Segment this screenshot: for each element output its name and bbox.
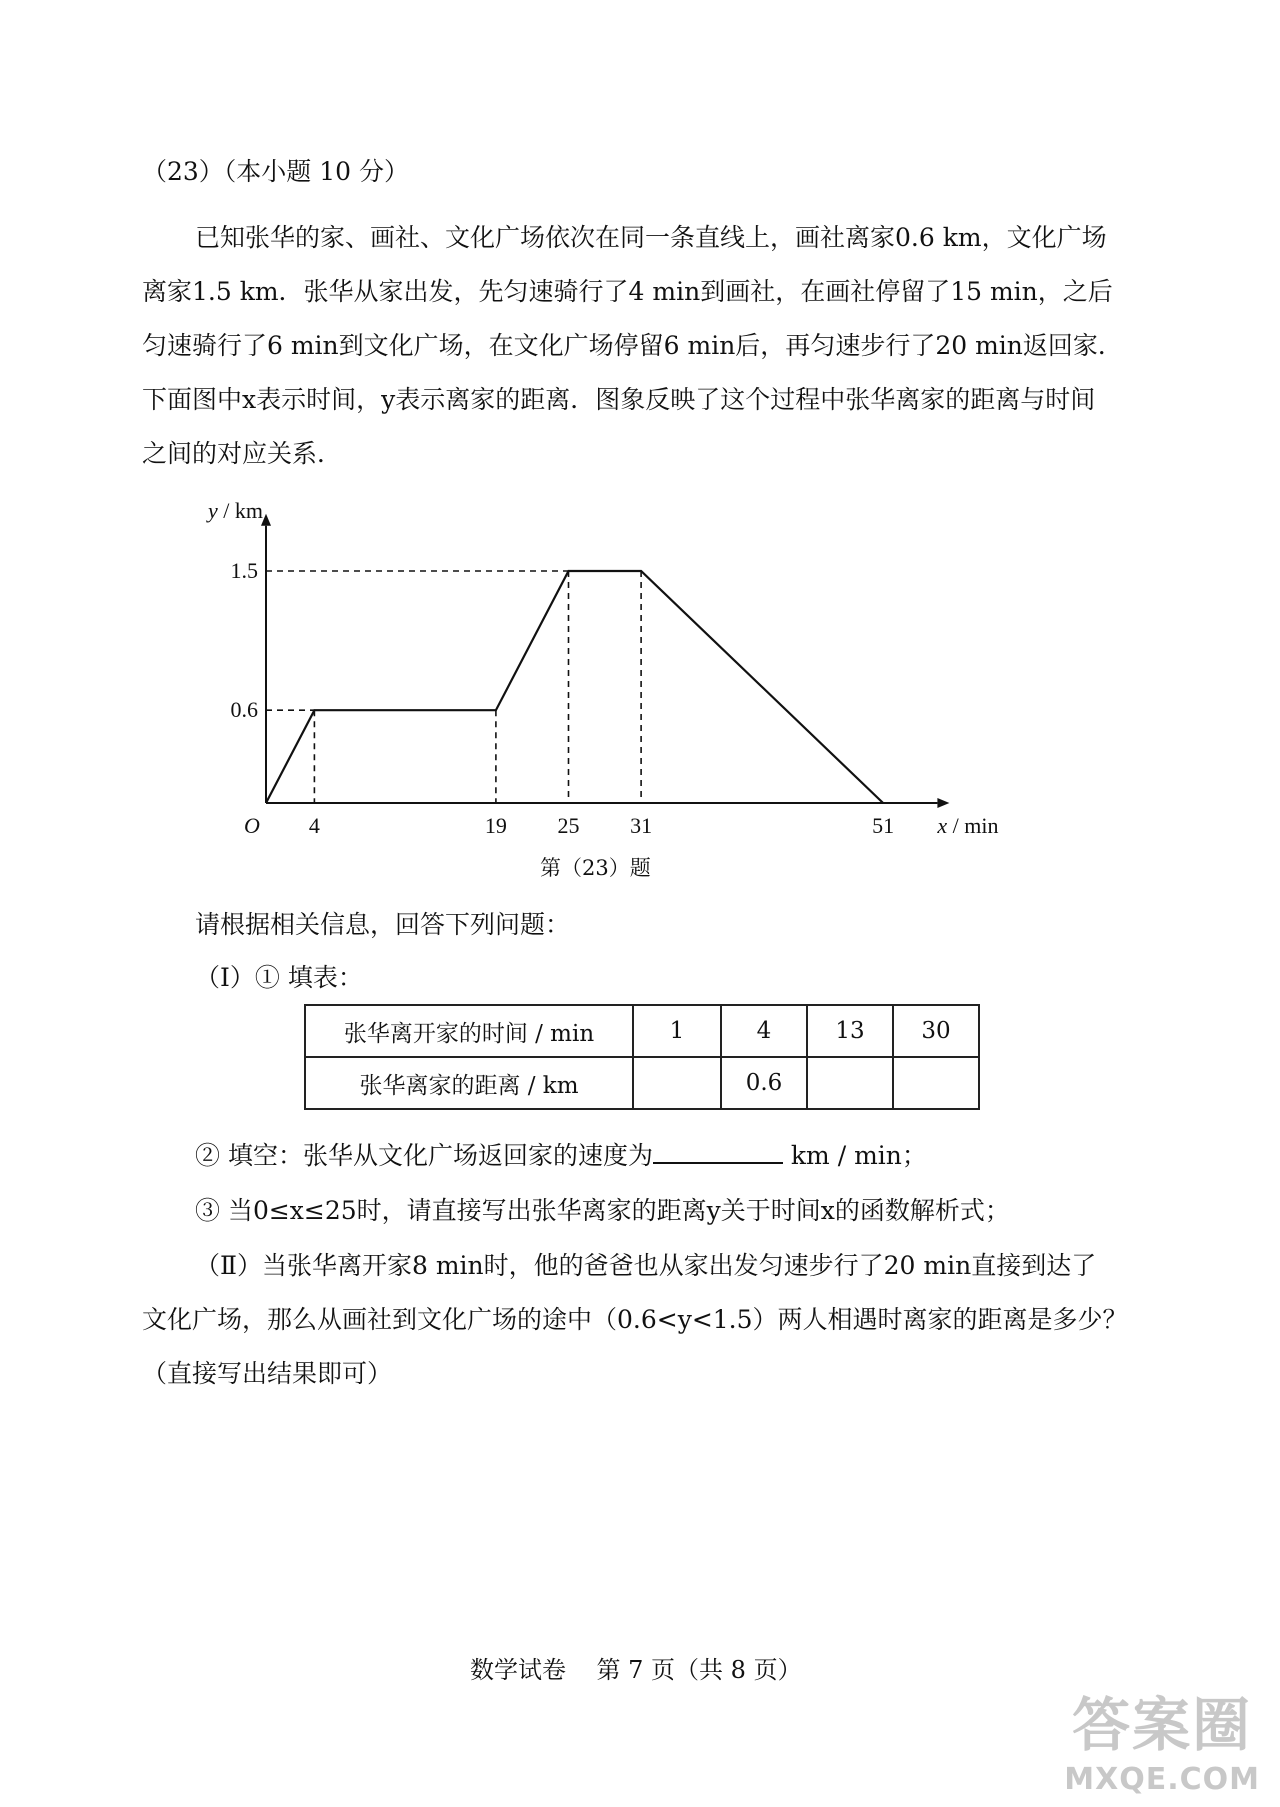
distance-line <box>266 571 883 803</box>
x-axis-label: x / min <box>937 813 999 838</box>
chart-series <box>266 571 883 803</box>
table-row <box>305 1057 979 1109</box>
chart-guides <box>266 571 641 803</box>
watermark-sub: MXQE.COM <box>1064 1762 1260 1797</box>
table-row-header: 张华离家的距离 / km <box>305 1057 633 1109</box>
origin-label: O <box>244 813 260 838</box>
watermark-main: 答案圈 <box>1072 1691 1253 1759</box>
part1-q2-unit: km / min； <box>790 1141 927 1170</box>
table-cell: 4 <box>721 1005 807 1057</box>
table-cell: 13 <box>807 1005 893 1057</box>
table-row <box>305 1005 979 1057</box>
table-cell: 30 <box>893 1005 979 1057</box>
y-tick-label: 1.5 <box>230 558 258 583</box>
table-cell-blank[interactable] <box>633 1057 721 1109</box>
intro-line: 下面图中x表示时间，y表示离家的距离．图象反映了这个过程中张华离家的距离与时间 <box>142 385 1096 414</box>
x-tick-label: 4 <box>308 813 320 838</box>
intro-line: 离家1.5 km．张华从家出发，先匀速骑行了4 min到画社，在画社停留了15 min，之后 <box>142 277 1113 306</box>
part1-q2 <box>195 1136 927 1172</box>
table-cell-blank[interactable] <box>893 1057 979 1109</box>
x-tick-label: 25 <box>557 813 580 838</box>
intro-line: 之间的对应关系． <box>142 439 343 468</box>
intro-line: 匀速骑行了6 min到文化广场，在文化广场停留6 min后，再匀速步行了20 min返回家． <box>142 331 1123 360</box>
chart-labels <box>206 500 999 838</box>
fill-in-table <box>304 1004 980 1110</box>
table-cell: 0.6 <box>721 1057 807 1109</box>
part1-q3: ③ 当0≤x≤25时，请直接写出张华离家的距离y关于时间x的函数解析式； <box>195 1196 1010 1225</box>
watermark-logo <box>1064 1678 1260 1797</box>
x-tick-label: 51 <box>872 813 895 838</box>
page-footer: 数学试卷 第 7 页（共 8 页） <box>470 1656 802 1684</box>
part1-label: （Ⅰ）① 填表： <box>195 963 363 992</box>
x-tick-label: 31 <box>630 813 653 838</box>
intro-line: 已知张华的家、画社、文化广场依次在同一条直线上，画社离家0.6 km，文化广场 <box>195 223 1107 252</box>
x-axis-arrow <box>937 798 949 808</box>
part2-line: （Ⅱ）当张华离开家8 min时，他的爸爸也从家出发匀速步行了20 min直接到达了 <box>195 1251 1097 1280</box>
part2-line: （直接写出结果即可） <box>142 1359 393 1388</box>
table-cell: 1 <box>633 1005 721 1057</box>
y-tick-label: 0.6 <box>230 697 258 723</box>
question-header: （23）（本小题 10 分） <box>142 157 410 186</box>
chart-axes <box>261 514 949 808</box>
part2-line: 文化广场，那么从画社到文化广场的途中（0.6<y<1.5）两人相遇时离家的距离是多少？ <box>142 1305 1128 1334</box>
question-prompt: 请根据相关信息，回答下列问题： <box>195 910 571 939</box>
table-cell-blank[interactable] <box>807 1057 893 1109</box>
part1-q2-text: ② 填空：张华从文化广场返回家的速度为 <box>195 1141 653 1170</box>
figure-caption: 第（23）题 <box>540 856 651 880</box>
x-tick-label: 19 <box>484 813 507 838</box>
distance-time-graph <box>180 500 1020 850</box>
answer-blank[interactable] <box>653 1142 783 1164</box>
table-row-header: 张华离开家的时间 / min <box>305 1005 633 1057</box>
y-axis-label: y / km <box>208 500 263 523</box>
